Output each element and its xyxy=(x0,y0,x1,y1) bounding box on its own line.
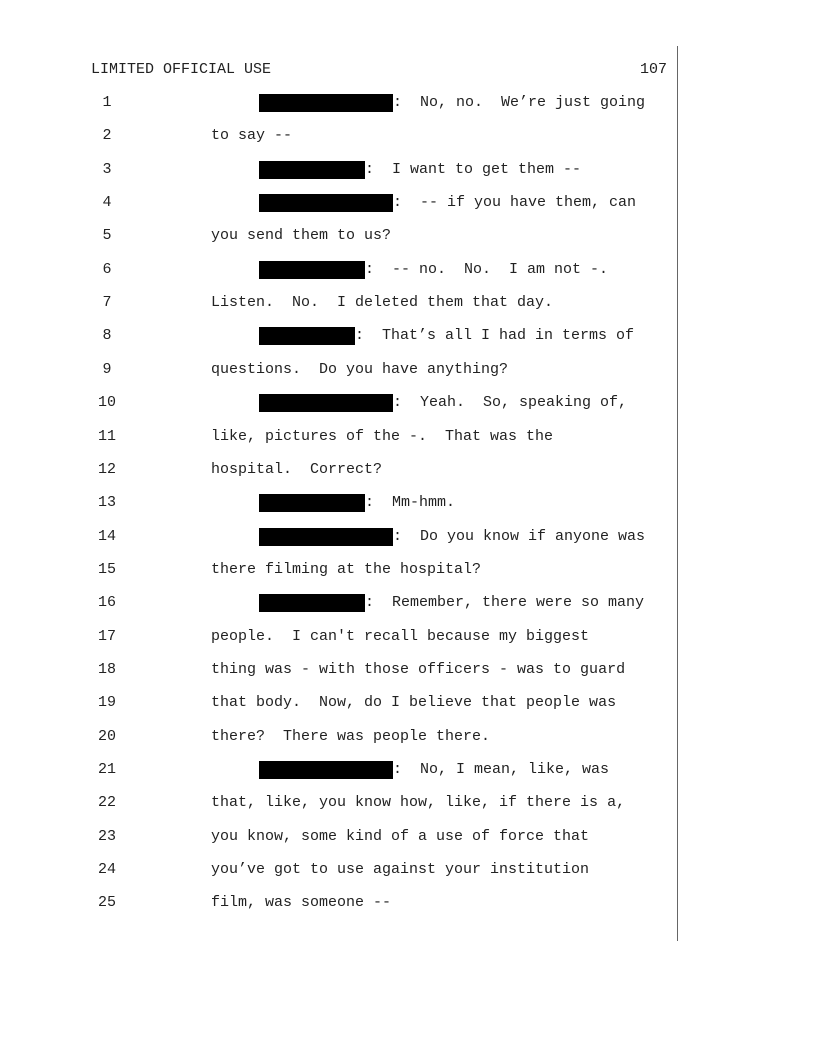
line-text: that, like, you know how, like, if there is a, xyxy=(211,794,626,812)
line-number: 24 xyxy=(97,861,116,879)
line-number: 1 xyxy=(102,94,112,111)
transcript-line xyxy=(0,591,816,615)
line-text: to say -- xyxy=(211,127,293,145)
line-number: 14 xyxy=(97,527,116,545)
transcript-line xyxy=(0,124,816,148)
line-number: 2 xyxy=(102,127,112,145)
transcript-line xyxy=(0,191,816,215)
page-number: 107 xyxy=(639,61,667,78)
transcript-line xyxy=(0,425,816,449)
line-number: 5 xyxy=(102,227,112,245)
line-text: you send them to us? xyxy=(211,227,392,245)
line-text: : Remember, there were so many xyxy=(365,594,645,612)
speaker-line xyxy=(259,158,581,182)
line-number: 11 xyxy=(97,427,116,445)
transcript-line xyxy=(0,491,816,515)
line-number: 3 xyxy=(102,160,112,178)
transcript-line xyxy=(0,825,816,849)
line-number: 21 xyxy=(97,761,116,778)
line-text: questions. Do you have anything? xyxy=(211,360,509,378)
redaction-bar xyxy=(259,528,393,546)
line-number: 10 xyxy=(97,394,116,412)
transcript-line xyxy=(0,691,816,715)
line-text: : No, I mean, like, was xyxy=(393,761,610,778)
line-text: : That’s all I had in terms of xyxy=(355,327,635,345)
redaction-bar xyxy=(259,761,393,779)
line-text: : Mm-hmm. xyxy=(365,494,456,512)
transcript-line xyxy=(0,91,816,115)
speaker-line xyxy=(259,91,645,115)
transcript-line xyxy=(0,224,816,248)
line-text: like, pictures of the -. That was the xyxy=(211,427,554,445)
redaction-bar xyxy=(259,261,365,279)
line-number: 9 xyxy=(102,360,112,378)
transcript-line xyxy=(0,558,816,582)
speaker-line xyxy=(259,258,608,282)
line-text: : Do you know if anyone was xyxy=(393,527,646,545)
redaction-bar xyxy=(259,94,393,112)
line-text: : I want to get them -- xyxy=(365,160,582,178)
redaction-bar xyxy=(259,594,365,612)
speaker-line xyxy=(259,591,644,615)
transcript-line xyxy=(0,791,816,815)
transcript-line xyxy=(0,725,816,749)
line-number: 17 xyxy=(97,627,116,645)
transcript-line xyxy=(0,358,816,382)
line-number: 22 xyxy=(97,794,116,812)
transcript-line xyxy=(0,758,816,782)
line-number: 25 xyxy=(97,894,116,912)
line-number: 18 xyxy=(97,660,116,678)
line-text: there filming at the hospital? xyxy=(211,560,482,578)
line-text: thing was - with those officers - was to guard xyxy=(211,660,626,678)
line-text: : No, no. We’re just going xyxy=(393,94,646,111)
line-text: that body. Now, do I believe that people was xyxy=(211,694,617,712)
transcript-line xyxy=(0,391,816,415)
speaker-line xyxy=(259,191,636,215)
line-text: hospital. Correct? xyxy=(211,460,383,478)
transcript-line xyxy=(0,458,816,482)
transcript-line xyxy=(0,291,816,315)
line-number: 16 xyxy=(97,594,116,612)
line-number: 8 xyxy=(102,327,112,345)
redaction-bar xyxy=(259,327,355,345)
line-text: : -- no. No. I am not -. xyxy=(365,260,609,278)
redaction-bar xyxy=(259,161,365,179)
speaker-line xyxy=(259,525,645,549)
line-text: you know, some kind of a use of force that xyxy=(211,827,590,845)
line-text: film, was someone -- xyxy=(211,894,392,912)
line-text: people. I can't recall because my biggest xyxy=(211,627,590,645)
line-number: 20 xyxy=(97,727,116,745)
transcript-line xyxy=(0,324,816,348)
transcript-line xyxy=(0,625,816,649)
transcript-line xyxy=(0,858,816,882)
transcript-line xyxy=(0,525,816,549)
transcript-line xyxy=(0,658,816,682)
transcript-line xyxy=(0,258,816,282)
line-text: Listen. No. I deleted them that day. xyxy=(211,294,554,312)
speaker-line xyxy=(259,491,455,515)
line-number: 12 xyxy=(97,460,116,478)
line-number: 19 xyxy=(97,694,116,712)
line-text: you’ve got to use against your institution xyxy=(211,861,590,879)
line-number: 15 xyxy=(97,560,116,578)
line-number: 7 xyxy=(102,294,112,312)
transcript-line xyxy=(0,158,816,182)
speaker-line xyxy=(259,391,627,415)
line-text: : Yeah. So, speaking of, xyxy=(393,394,628,412)
line-number: 6 xyxy=(102,260,112,278)
redaction-bar xyxy=(259,494,365,512)
redaction-bar xyxy=(259,194,393,212)
classification-header: LIMITED OFFICIAL USE xyxy=(91,61,272,78)
line-number: 23 xyxy=(97,827,116,845)
redaction-bar xyxy=(259,394,393,412)
line-text: there? There was people there. xyxy=(211,727,491,745)
transcript-line xyxy=(0,891,816,915)
speaker-line xyxy=(259,758,609,782)
line-number: 4 xyxy=(102,194,112,212)
line-number: 13 xyxy=(97,494,116,512)
line-text: : -- if you have them, can xyxy=(393,194,637,212)
speaker-line xyxy=(259,324,634,348)
